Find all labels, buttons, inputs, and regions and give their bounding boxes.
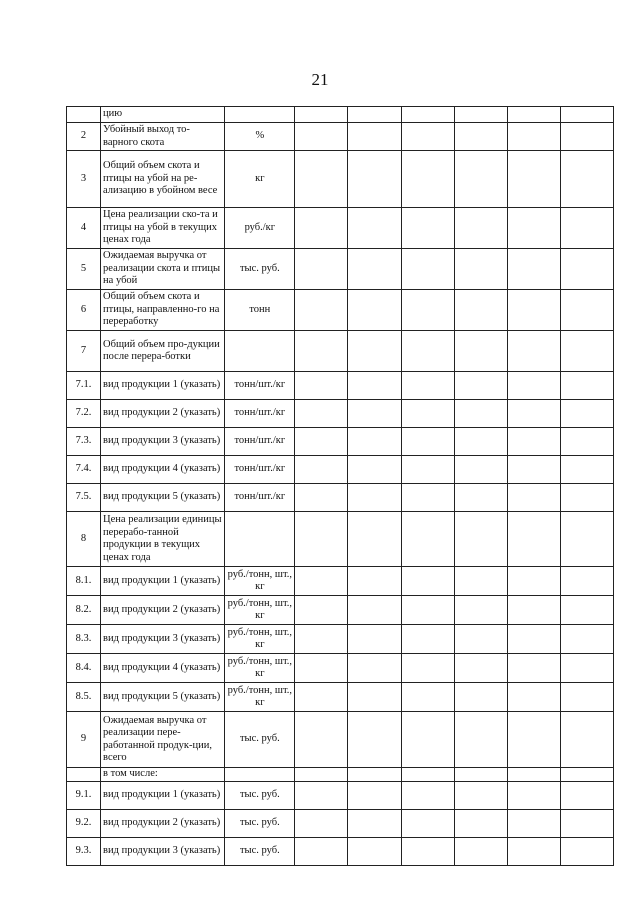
table-row [67,810,614,838]
value-cell [454,512,507,567]
value-cell [401,838,454,866]
value-cell [507,208,560,249]
value-cell [295,151,348,208]
row-number-cell [67,107,101,123]
value-cell [560,810,613,838]
unit-cell: руб./тонн, шт., кг [225,654,295,683]
value-cell [454,290,507,331]
unit-cell: тонн/шт./кг [225,372,295,400]
row-number-cell: 8.2. [67,596,101,625]
value-cell [454,456,507,484]
value-cell [454,331,507,372]
value-cell [454,838,507,866]
value-cell [348,782,401,810]
value-cell [560,290,613,331]
table-row [67,567,614,596]
unit-cell: тыс. руб. [225,712,295,768]
row-number-cell [67,768,101,782]
indicator-name-cell: Цена реализации единицы перерабо-танной продукции в текущих ценах года [101,512,225,567]
value-cell [348,208,401,249]
value-cell [560,107,613,123]
row-number-cell: 9.3. [67,838,101,866]
indicator-name-cell: вид продукции 3 (указать) [101,625,225,654]
value-cell [507,810,560,838]
table-row [67,456,614,484]
row-number-cell: 8.1. [67,567,101,596]
value-cell [401,249,454,290]
table-row [67,768,614,782]
value-cell [560,567,613,596]
row-number-cell: 3 [67,151,101,208]
indicator-name-cell: вид продукции 4 (указать) [101,456,225,484]
table-row [67,596,614,625]
value-cell [560,151,613,208]
value-cell [454,567,507,596]
value-cell [295,712,348,768]
row-number-cell: 8.3. [67,625,101,654]
value-cell [507,838,560,866]
indicator-name-cell: в том числе: [101,768,225,782]
row-number-cell: 2 [67,123,101,151]
value-cell [401,768,454,782]
value-cell [401,290,454,331]
value-cell [454,782,507,810]
row-number-cell: 8 [67,512,101,567]
value-cell [560,768,613,782]
indicator-name-cell: вид продукции 2 (указать) [101,810,225,838]
value-cell [507,683,560,712]
value-cell [560,712,613,768]
value-cell [507,712,560,768]
value-cell [295,372,348,400]
value-cell [560,838,613,866]
table-row [67,208,614,249]
value-cell [295,654,348,683]
value-cell [401,683,454,712]
indicator-name-cell: вид продукции 2 (указать) [101,400,225,428]
value-cell [295,428,348,456]
value-cell [348,838,401,866]
unit-cell: тонн/шт./кг [225,428,295,456]
unit-cell: тыс. руб. [225,782,295,810]
value-cell [401,123,454,151]
value-cell [295,290,348,331]
unit-cell: руб./тонн, шт., кг [225,683,295,712]
value-cell [401,331,454,372]
unit-cell: тонн/шт./кг [225,456,295,484]
table-row [67,249,614,290]
value-cell [507,290,560,331]
value-cell [401,654,454,683]
row-number-cell: 9 [67,712,101,768]
indicator-name-cell: вид продукции 5 (указать) [101,683,225,712]
value-cell [295,596,348,625]
table-row [67,512,614,567]
unit-cell: руб./кг [225,208,295,249]
value-cell [560,654,613,683]
value-cell [454,249,507,290]
value-cell [454,596,507,625]
value-cell [507,456,560,484]
value-cell [507,654,560,683]
row-number-cell: 9.2. [67,810,101,838]
value-cell [348,456,401,484]
unit-cell [225,331,295,372]
value-cell [348,400,401,428]
value-cell [401,596,454,625]
value-cell [401,567,454,596]
unit-cell: кг [225,151,295,208]
value-cell [507,567,560,596]
indicator-name-cell: Общий объем скота и птицы на убой на ре-ализацию в убойном весе [101,151,225,208]
value-cell [295,249,348,290]
value-cell [348,249,401,290]
unit-cell: тыс. руб. [225,838,295,866]
value-cell [295,208,348,249]
value-cell [560,512,613,567]
indicator-name-cell: Ожидаемая выручка от реализации пере-работанной продук-ции, всего [101,712,225,768]
value-cell [401,107,454,123]
value-cell [454,428,507,456]
indicator-name-cell: Цена реализации ско-та и птицы на убой в текущих ценах года [101,208,225,249]
value-cell [507,151,560,208]
indicator-name-cell: Общий объем скота и птицы, направленно-го на переработку [101,290,225,331]
row-number-cell: 7 [67,331,101,372]
unit-cell: руб./тонн, шт., кг [225,567,295,596]
value-cell [401,625,454,654]
unit-cell: тонн/шт./кг [225,484,295,512]
unit-cell: тонн/шт./кг [225,400,295,428]
unit-cell [225,512,295,567]
table-row [67,782,614,810]
unit-cell [225,768,295,782]
table-row [67,625,614,654]
value-cell [401,428,454,456]
value-cell [454,107,507,123]
value-cell [507,123,560,151]
value-cell [295,456,348,484]
value-cell [560,625,613,654]
value-cell [295,107,348,123]
row-number-cell: 8.4. [67,654,101,683]
value-cell [454,712,507,768]
unit-cell: руб./тонн, шт., кг [225,625,295,654]
value-cell [454,484,507,512]
value-cell [507,782,560,810]
unit-cell: тонн [225,290,295,331]
value-cell [295,768,348,782]
row-number-cell: 9.1. [67,782,101,810]
page-number: 21 [311,70,329,89]
value-cell [348,484,401,512]
value-cell [507,107,560,123]
table-row [67,331,614,372]
value-cell [560,484,613,512]
value-cell [295,512,348,567]
table-row [67,654,614,683]
table-row [67,683,614,712]
value-cell [560,596,613,625]
value-cell [348,596,401,625]
form-table [66,106,614,866]
table-row [67,428,614,456]
indicator-name-cell: вид продукции 2 (указать) [101,596,225,625]
unit-cell: тыс. руб. [225,810,295,838]
table-row [67,400,614,428]
value-cell [507,372,560,400]
value-cell [507,768,560,782]
value-cell [560,428,613,456]
table-row [67,838,614,866]
value-cell [507,596,560,625]
value-cell [348,625,401,654]
value-cell [348,331,401,372]
value-cell [560,249,613,290]
value-cell [507,428,560,456]
value-cell [295,810,348,838]
row-number-cell: 7.2. [67,400,101,428]
unit-cell: тыс. руб. [225,249,295,290]
table-row [67,107,614,123]
value-cell [507,512,560,567]
value-cell [295,484,348,512]
value-cell [401,400,454,428]
value-cell [295,400,348,428]
row-number-cell: 7.5. [67,484,101,512]
value-cell [348,712,401,768]
value-cell [454,625,507,654]
value-cell [507,484,560,512]
value-cell [454,768,507,782]
value-cell [295,567,348,596]
indicator-name-cell: цию [101,107,225,123]
value-cell [454,400,507,428]
value-cell [401,372,454,400]
value-cell [454,810,507,838]
value-cell [348,768,401,782]
value-cell [560,782,613,810]
value-cell [401,456,454,484]
value-cell [348,290,401,331]
indicator-name-cell: вид продукции 3 (указать) [101,428,225,456]
value-cell [560,372,613,400]
value-cell [507,400,560,428]
value-cell [454,654,507,683]
row-number-cell: 7.4. [67,456,101,484]
value-cell [348,123,401,151]
indicator-name-cell: вид продукции 1 (указать) [101,372,225,400]
value-cell [295,123,348,151]
table-row [67,290,614,331]
value-cell [401,151,454,208]
unit-cell: руб./тонн, шт., кг [225,596,295,625]
table-row [67,712,614,768]
table-row [67,151,614,208]
indicator-name-cell: вид продукции 1 (указать) [101,567,225,596]
value-cell [348,151,401,208]
value-cell [348,107,401,123]
unit-cell [225,107,295,123]
value-cell [454,123,507,151]
unit-cell: % [225,123,295,151]
indicator-name-cell: вид продукции 5 (указать) [101,484,225,512]
row-number-cell: 5 [67,249,101,290]
value-cell [560,123,613,151]
value-cell [295,625,348,654]
value-cell [507,331,560,372]
value-cell [560,400,613,428]
value-cell [348,567,401,596]
value-cell [507,249,560,290]
value-cell [560,456,613,484]
value-cell [348,428,401,456]
value-cell [348,810,401,838]
row-number-cell: 7.3. [67,428,101,456]
table-row [67,484,614,512]
value-cell [401,512,454,567]
indicator-name-cell: Убойный выход то-варного скота [101,123,225,151]
value-cell [348,654,401,683]
value-cell [454,683,507,712]
value-cell [560,683,613,712]
indicator-name-cell: вид продукции 3 (указать) [101,838,225,866]
value-cell [348,372,401,400]
value-cell [507,625,560,654]
value-cell [401,782,454,810]
value-cell [454,372,507,400]
indicator-name-cell: Ожидаемая выручка от реализации скота и птицы на убой [101,249,225,290]
value-cell [295,683,348,712]
value-cell [295,838,348,866]
row-number-cell: 6 [67,290,101,331]
value-cell [295,331,348,372]
value-cell [348,512,401,567]
value-cell [560,331,613,372]
indicator-name-cell: вид продукции 1 (указать) [101,782,225,810]
value-cell [401,208,454,249]
value-cell [401,810,454,838]
table-row [67,123,614,151]
row-number-cell: 8.5. [67,683,101,712]
value-cell [401,712,454,768]
row-number-cell: 4 [67,208,101,249]
value-cell [454,151,507,208]
value-cell [348,683,401,712]
value-cell [560,208,613,249]
value-cell [295,782,348,810]
indicator-name-cell: вид продукции 4 (указать) [101,654,225,683]
value-cell [401,484,454,512]
value-cell [454,208,507,249]
table-row [67,372,614,400]
row-number-cell: 7.1. [67,372,101,400]
indicator-name-cell: Общий объем про-дукции после перера-ботки [101,331,225,372]
